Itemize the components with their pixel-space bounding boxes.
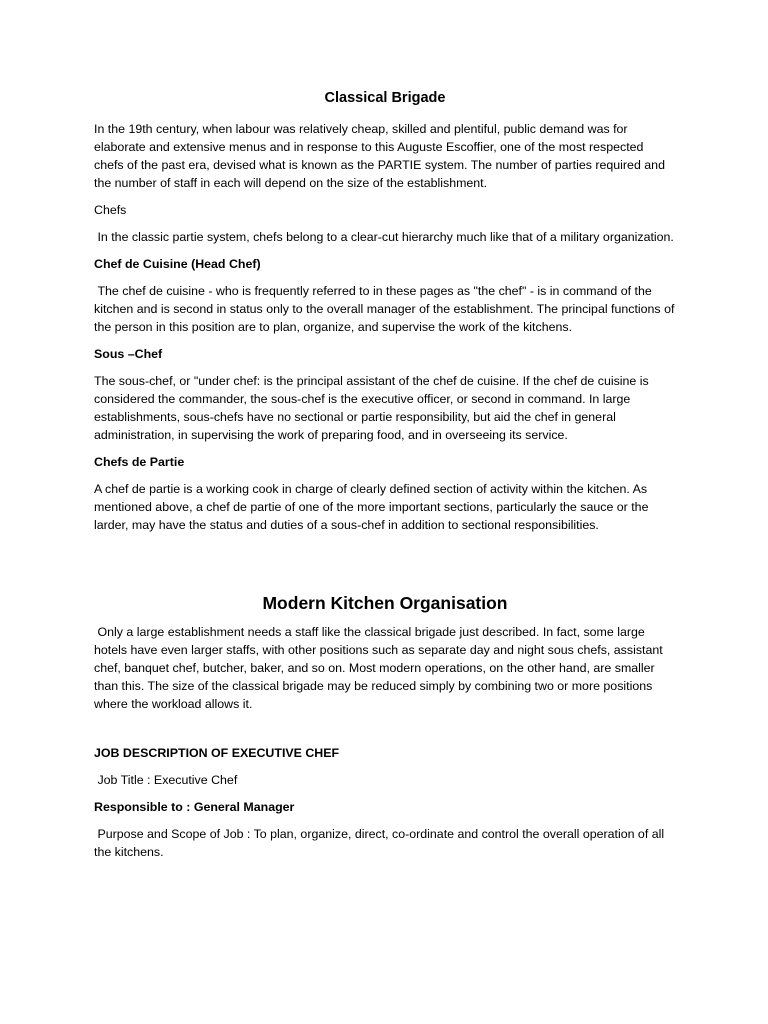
section-title-classical-brigade: Classical Brigade	[324, 90, 446, 106]
chefs-heading: Chefs	[94, 203, 127, 217]
chefs-de-partie-heading: Chefs de Partie	[94, 455, 185, 469]
purpose-paragraph	[94, 825, 676, 861]
chefs-paragraph	[94, 228, 676, 246]
responsible-to-line: Responsible to : General Manager	[94, 800, 295, 814]
chefs-text: In the classic partie system, chefs belong to a clear-cut hierarchy much like that of a military organization.	[97, 230, 674, 244]
modern-kitchen-text: Only a large establishment needs a staff like the classical brigade just described. In fact, some large hotels have even larger staffs, with other positions such as separate day and night sous chefs, assistant chef, banquet chef, butcher, baker, and so on. Most modern operations, on the other hand, are smaller than this. The size of the classical brigade may be reduced simply by combining two or more positions where the workload allows it.	[94, 625, 663, 711]
section-title-modern-kitchen: Modern Kitchen Organisation	[262, 593, 508, 613]
section-spacer	[94, 543, 676, 591]
chef-de-cuisine-text: The chef de cuisine - who is frequently referred to in these pages as "the chef" - is in command of the kitchen and is second in status only to the overall manager of the establishment. The principal functions of the person in this position are to plan, organize, and supervise the work of the kitchens.	[94, 284, 675, 334]
sous-chef-heading: Sous –Chef	[94, 347, 163, 361]
section-spacer-2	[94, 722, 676, 744]
document-body	[94, 88, 676, 870]
intro-paragraph: In the 19th century, when labour was relatively cheap, skilled and plentiful, public demand was for elaborate and extensive menus and in response to this Auguste Escoffier, one of the most respected chefs of the past era, devised what is known as the PARTIE system. The number of parties required and the number of staff in each will depend on the size of the establishment.	[94, 122, 665, 190]
chef-de-cuisine-paragraph	[94, 282, 676, 336]
job-description-heading: JOB DESCRIPTION OF EXECUTIVE CHEF	[94, 746, 340, 760]
job-title-text: Job Title : Executive Chef	[97, 773, 238, 787]
chef-de-cuisine-heading: Chef de Cuisine (Head Chef)	[94, 257, 261, 271]
modern-kitchen-paragraph	[94, 623, 676, 713]
sous-chef-paragraph: The sous-chef, or "under chef: is the principal assistant of the chef de cuisine. If the chef de cuisine is considered the commander, the sous-chef is the executive officer, or second in command. In large establishments, sous-chefs have no sectional or partie responsibility, but aid the chef in general administration, in supervising the work of preparing food, and in overseeing its service.	[94, 374, 649, 442]
purpose-text: Purpose and Scope of Job : To plan, organize, direct, co-ordinate and control the overall operation of all the kitchens.	[94, 827, 665, 859]
job-title-line	[94, 771, 676, 789]
chefs-de-partie-paragraph: A chef de partie is a working cook in charge of clearly defined section of activity within the kitchen. As mentioned above, a chef de partie of one of the more important sections, particularly the sauce or the larder, may have the status and duties of a sous-chef in addition to sectional responsibilities.	[94, 482, 649, 532]
